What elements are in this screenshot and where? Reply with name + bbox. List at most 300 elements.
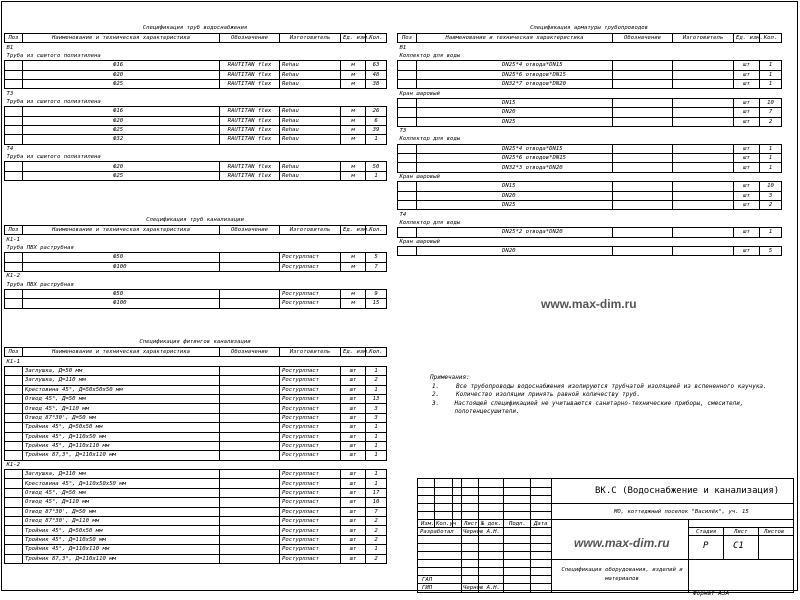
table-row [5, 116, 387, 125]
table-cell: м [341, 70, 366, 79]
table-cell: Ф50 [23, 289, 220, 298]
group-row [5, 235, 387, 244]
table-cell: Ростурпласт [280, 451, 341, 460]
table-cell: 7 [366, 262, 387, 271]
table-cell [398, 246, 417, 255]
group-row [398, 135, 782, 144]
table-cell [5, 171, 23, 180]
table-row [398, 201, 782, 210]
table-cell: шт [341, 535, 366, 544]
group-label: Т3 [399, 128, 407, 135]
table-cell: шт [734, 144, 760, 153]
table-cell: м [341, 262, 366, 271]
table-cell [398, 228, 417, 237]
table-cell: 38 [366, 79, 387, 88]
column-header: Поз [5, 226, 23, 235]
table-cell [220, 507, 280, 516]
stamp-col-koluch: Кол.уч [436, 521, 457, 527]
table-cell: 1 [760, 61, 782, 70]
table-cell [220, 404, 280, 413]
table-cell: шт [734, 98, 760, 107]
table-cell: Ростурпласт [280, 526, 341, 535]
table-cell [5, 507, 23, 516]
table-cell [5, 479, 23, 488]
stamp-col-list: Лист [464, 521, 478, 527]
table-cell [398, 154, 417, 163]
sewer-fittings-spec [4, 335, 386, 564]
table-cell: Ф25 [23, 125, 220, 134]
table-cell [613, 61, 673, 70]
table-row [398, 98, 782, 107]
table-cell [613, 108, 673, 117]
table-cell: шт [341, 545, 366, 554]
table-cell: RAUTITAN flex [220, 61, 280, 70]
table-row [5, 385, 387, 394]
table-cell: Ростурпласт [280, 289, 341, 298]
table-cell: 5 [760, 246, 782, 255]
table-row [398, 144, 782, 153]
table-cell: DN25 [417, 201, 613, 210]
table-cell: Ростурпласт [280, 441, 341, 450]
table-cell: Отвод 87°30', Д=110 мм [23, 517, 220, 526]
table-cell [673, 163, 734, 172]
table-cell: Ростурпласт [280, 385, 341, 394]
table-cell: 3 [366, 404, 387, 413]
group-row [398, 89, 782, 98]
table-row [398, 61, 782, 70]
table-cell: Ростурпласт [280, 413, 341, 422]
table-cell: м [341, 171, 366, 180]
table-cell: м [341, 61, 366, 70]
table-cell [5, 526, 23, 535]
table-cell [220, 423, 280, 432]
table-cell: шт [341, 432, 366, 441]
table-cell: Отвод 45°, Д=50 мм [23, 488, 220, 497]
table-cell: 1 [760, 163, 782, 172]
table-cell: Крестовина 45°, Д=50х50х50 мм [23, 385, 220, 394]
group-label: Коллектор для воды [399, 52, 461, 59]
table-cell: 63 [366, 61, 387, 70]
table-cell: Ростурпласт [280, 423, 341, 432]
table-cell: шт [734, 108, 760, 117]
group-label: Кран шаровый [399, 90, 440, 97]
table-cell: 1 [366, 135, 387, 144]
group-row [5, 98, 387, 107]
table-cell [5, 125, 23, 134]
table-cell: шт [341, 385, 366, 394]
table-cell: 1 [760, 228, 782, 237]
stamp-sheet-value: С1 [733, 541, 744, 551]
table-cell: шт [341, 554, 366, 563]
table-cell [5, 517, 23, 526]
table-cell: Крестовина 45°, Д=110х50х50 мм [23, 479, 220, 488]
column-header: Обозначение [220, 34, 280, 43]
table-cell: RAUTITAN flex [220, 79, 280, 88]
stamp-sheet-name: Спецификация оборудования, изделий и материалов [561, 567, 683, 582]
group-label: Т4 [399, 211, 407, 218]
table-cell: шт [734, 201, 760, 210]
table-cell [220, 413, 280, 422]
table-row [5, 526, 387, 535]
table-row [5, 507, 387, 516]
note-item [430, 391, 790, 400]
table-cell: шт [734, 79, 760, 88]
table-cell: 26 [366, 107, 387, 116]
table-cell: Ростурпласт [280, 253, 341, 262]
table-cell: DN25*6 отводов*DN15 [417, 70, 613, 79]
sewer-fittings-table [4, 347, 387, 564]
table-cell [5, 299, 23, 308]
table-cell: RAUTITAN flex [220, 116, 280, 125]
table-cell [398, 79, 417, 88]
table-cell: DN25*2 отвода*DN20 [417, 228, 613, 237]
table-cell: м [341, 299, 366, 308]
table-cell: Ростурпласт [280, 394, 341, 403]
table-cell: Ф16 [23, 107, 220, 116]
table-cell [5, 432, 23, 441]
column-header: Ед. изм. [341, 226, 366, 235]
table-cell [613, 144, 673, 153]
stamp-gap-label: ГАП [422, 577, 433, 583]
table-cell [5, 413, 23, 422]
column-header: Наименование и техническая характеристика [417, 34, 613, 43]
table-cell: 1 [366, 479, 387, 488]
table-cell [673, 228, 734, 237]
table-cell: м [341, 79, 366, 88]
table-cell [220, 366, 280, 375]
table-cell: шт [734, 191, 760, 200]
table-cell: Rehau [280, 171, 341, 180]
stamp-sheet-label: Лист [734, 529, 748, 535]
table-cell: Ф20 [23, 70, 220, 79]
table-row [5, 554, 387, 563]
table-cell: шт [734, 61, 760, 70]
table-row [398, 182, 782, 191]
table-row [5, 451, 387, 460]
table-cell: DN20 [417, 246, 613, 255]
table-cell: Ф20 [23, 162, 220, 171]
table-cell: Ф25 [23, 171, 220, 180]
table-cell: шт [341, 479, 366, 488]
table-cell [613, 246, 673, 255]
table-cell [613, 182, 673, 191]
table-cell [5, 289, 23, 298]
table-cell [220, 526, 280, 535]
table-row [398, 228, 782, 237]
table-cell: Заглушка, Д=110 мм [23, 376, 220, 385]
table-cell: 7 [366, 507, 387, 516]
table-cell: DN25*4 отвода*DN15 [417, 144, 613, 153]
table-cell: DN20 [417, 108, 613, 117]
table-cell [673, 61, 734, 70]
table-cell: 1 [366, 423, 387, 432]
table-cell [5, 545, 23, 554]
table-cell [5, 107, 23, 116]
table-row [5, 61, 387, 70]
table-cell [220, 299, 280, 308]
table-cell: шт [341, 413, 366, 422]
note-text: Количество изоляции принять равной количеству труб. [456, 391, 641, 398]
table-cell [398, 163, 417, 172]
table-cell [5, 135, 23, 144]
pipeline-fittings-table [397, 33, 782, 256]
table-cell: RAUTITAN flex [220, 107, 280, 116]
group-row [398, 52, 782, 61]
note-text: Настоящей спецификацией не учитываются санитарно-технические приборы, смесители, полотенцесушители. [454, 399, 744, 415]
table-cell: Ф100 [23, 262, 220, 271]
stamp-col-izm: Изм. [421, 521, 435, 527]
table-cell: 10 [366, 498, 387, 507]
table-cell: Ростурпласт [280, 262, 341, 271]
group-label: Коллектор для воды [399, 220, 461, 226]
table-cell: 2 [366, 526, 387, 535]
table-cell: м [341, 289, 366, 298]
table-cell: шт [341, 507, 366, 516]
table-cell [613, 117, 673, 126]
table-row [398, 163, 782, 172]
note-number: 2. [432, 391, 440, 398]
column-header: Ед. изм. [341, 348, 366, 357]
table-row [5, 441, 387, 450]
column-header: Изготовитель [280, 226, 341, 235]
table-cell: шт [341, 441, 366, 450]
table-cell: 2 [366, 535, 387, 544]
table-cell [673, 98, 734, 107]
table-cell [220, 289, 280, 298]
table-cell: Ростурпласт [280, 299, 341, 308]
table-row [5, 107, 387, 116]
note-item [430, 383, 790, 392]
group-row [5, 43, 387, 52]
table-cell: DN25*6 отводов*DN15 [417, 154, 613, 163]
group-label: Т4 [6, 145, 14, 152]
table-cell: DN25 [417, 117, 613, 126]
table-row [5, 289, 387, 298]
column-header: Ед. изм. [734, 34, 760, 43]
table-row [5, 498, 387, 507]
group-row [5, 271, 387, 280]
table-cell [673, 108, 734, 117]
group-row [5, 144, 387, 153]
stamp-developer-label: Разработал [420, 529, 454, 535]
table-cell [613, 98, 673, 107]
table-cell: 1 [366, 451, 387, 460]
table-row [5, 517, 387, 526]
table-cell: м [341, 125, 366, 134]
table-cell: 48 [366, 70, 387, 79]
table-cell: 2 [366, 517, 387, 526]
table-cell: шт [341, 488, 366, 497]
table-cell [673, 246, 734, 255]
title-block [417, 478, 794, 593]
table-cell: RAUTITAN flex [220, 171, 280, 180]
table-cell [398, 70, 417, 79]
table-cell: Тройник 87,3°, Д=110х110 мм [23, 554, 220, 563]
table-cell [5, 376, 23, 385]
table-cell: Rehau [280, 61, 341, 70]
table-cell [5, 70, 23, 79]
group-label: К1-1 [6, 236, 20, 243]
table-cell: шт [341, 423, 366, 432]
group-row [398, 172, 782, 181]
table-cell: м [341, 107, 366, 116]
table-cell [220, 432, 280, 441]
table-cell: 1 [760, 70, 782, 79]
note-number: 1. [432, 382, 440, 390]
table-cell [220, 498, 280, 507]
table-cell: Ростурпласт [280, 366, 341, 375]
table-cell: Rehau [280, 116, 341, 125]
table-cell [673, 201, 734, 210]
table-cell [5, 79, 23, 88]
table-row [5, 299, 387, 308]
table-cell: м [341, 135, 366, 144]
table-cell: Тройник 45°, Д=50х50 мм [23, 423, 220, 432]
table-cell [673, 79, 734, 88]
table-cell: 7 [760, 108, 782, 117]
table-cell: Rehau [280, 135, 341, 144]
table-cell: шт [734, 182, 760, 191]
stamp-developer-name: Чернов А.Н. [463, 529, 501, 535]
table-cell: 1 [760, 144, 782, 153]
table-cell: шт [341, 366, 366, 375]
table-cell: м [341, 116, 366, 125]
table-cell: Заглушка, Д=110 мм [23, 470, 220, 479]
table-header-row [398, 34, 782, 43]
table-cell: 1 [366, 366, 387, 375]
table-cell: шт [341, 498, 366, 507]
table-cell: шт [734, 228, 760, 237]
column-header: Кол. [366, 226, 387, 235]
table-cell: Rehau [280, 162, 341, 171]
table-cell [613, 228, 673, 237]
table-cell: шт [341, 404, 366, 413]
table-cell: шт [341, 451, 366, 460]
table-cell: шт [734, 154, 760, 163]
table-cell: Отвод 45°, Д=110 мм [23, 404, 220, 413]
table-cell: 2 [366, 554, 387, 563]
column-header: Обозначение [220, 348, 280, 357]
stamp-address: МО, коттеджный поселок "Василёк", уч. 15 [614, 509, 749, 515]
table-row [5, 535, 387, 544]
table-row [5, 171, 387, 180]
table-cell: шт [734, 246, 760, 255]
stamp-gip-name: Чернов А.Н. [463, 585, 501, 591]
table-cell [613, 79, 673, 88]
table-cell: 1 [366, 432, 387, 441]
table-cell [5, 404, 23, 413]
table-cell: Заглушка, Д=50 мм [23, 366, 220, 375]
column-header: Наименование и техническая характеристика [23, 226, 220, 235]
table-row [398, 154, 782, 163]
table-header-row [5, 34, 387, 43]
table-cell [398, 98, 417, 107]
table-cell [673, 70, 734, 79]
table-cell: 2 [366, 376, 387, 385]
table-row [398, 108, 782, 117]
table-cell [5, 470, 23, 479]
table-row [5, 253, 387, 262]
table-cell [220, 441, 280, 450]
table-cell [398, 201, 417, 210]
group-label: Труба ПВХ раструбная [6, 281, 74, 288]
stamp-document-title: ВК.С (Водоснабжение и канализация) [595, 486, 780, 496]
column-header: Наименование и техническая характеристика [23, 34, 220, 43]
column-header: Изготовитель [673, 34, 734, 43]
column-header: Поз [398, 34, 417, 43]
table-row [5, 162, 387, 171]
group-label: К1-2 [6, 461, 20, 468]
table-cell [5, 498, 23, 507]
note-text: Все трубопроводы водоснабжения изолируются трубчатой изоляцией из вспененного каучука. [456, 382, 767, 390]
water-pipes-table [4, 33, 387, 181]
group-label: В1 [399, 44, 407, 51]
table-cell [5, 253, 23, 262]
table-cell: шт [341, 376, 366, 385]
table-cell: 1 [366, 171, 387, 180]
notes [430, 374, 790, 417]
table-row [5, 135, 387, 144]
table-cell: Ф20 [23, 116, 220, 125]
table-cell [398, 191, 417, 200]
table-cell [398, 61, 417, 70]
table-cell [5, 262, 23, 271]
table-cell: 2 [760, 117, 782, 126]
group-label: Т3 [6, 90, 14, 97]
table-cell: шт [734, 70, 760, 79]
table-cell: 10 [760, 182, 782, 191]
table-cell: 15 [366, 299, 387, 308]
table-cell [5, 554, 23, 563]
note-item [430, 400, 790, 417]
table-cell [220, 535, 280, 544]
format-label: Формат А3А [693, 590, 730, 597]
table-cell: Тройник 45°, Д=110х50 мм [23, 535, 220, 544]
table-cell: Rehau [280, 125, 341, 134]
table-cell: Тройник 45°, Д=110х110 мм [23, 441, 220, 450]
table-cell [5, 535, 23, 544]
table-cell [613, 201, 673, 210]
table-cell: RAUTITAN flex [220, 70, 280, 79]
table-cell [220, 470, 280, 479]
table-cell: Отвод 45°, Д=50 мм [23, 394, 220, 403]
table-cell: 1 [760, 154, 782, 163]
table-cell: Тройник 45°, Д=110х110 мм [23, 545, 220, 554]
table-row [5, 125, 387, 134]
table-cell [398, 182, 417, 191]
table-row [398, 79, 782, 88]
group-label: Труба из сшитого полиэтилена [6, 154, 101, 161]
group-row [398, 219, 782, 228]
column-header: Поз [5, 34, 23, 43]
table-cell: Ростурпласт [280, 432, 341, 441]
table-cell: Ф50 [23, 253, 220, 262]
group-row [398, 126, 782, 135]
table-row [5, 404, 387, 413]
group-label: К1-2 [6, 273, 20, 280]
column-header: Кол. [760, 34, 782, 43]
table-cell: 2 [760, 201, 782, 210]
group-label: К1-1 [6, 358, 20, 365]
group-label: Кран шаровый [399, 174, 440, 181]
table-cell: 17 [366, 488, 387, 497]
table-cell: Отвод 45°, Д=110 мм [23, 498, 220, 507]
column-header: Обозначение [613, 34, 673, 43]
pipeline-fittings-spec [397, 21, 781, 256]
table-cell [220, 394, 280, 403]
stamp-stage-label: Стадия [696, 529, 717, 535]
stamp-stage-value: Р [703, 541, 709, 551]
